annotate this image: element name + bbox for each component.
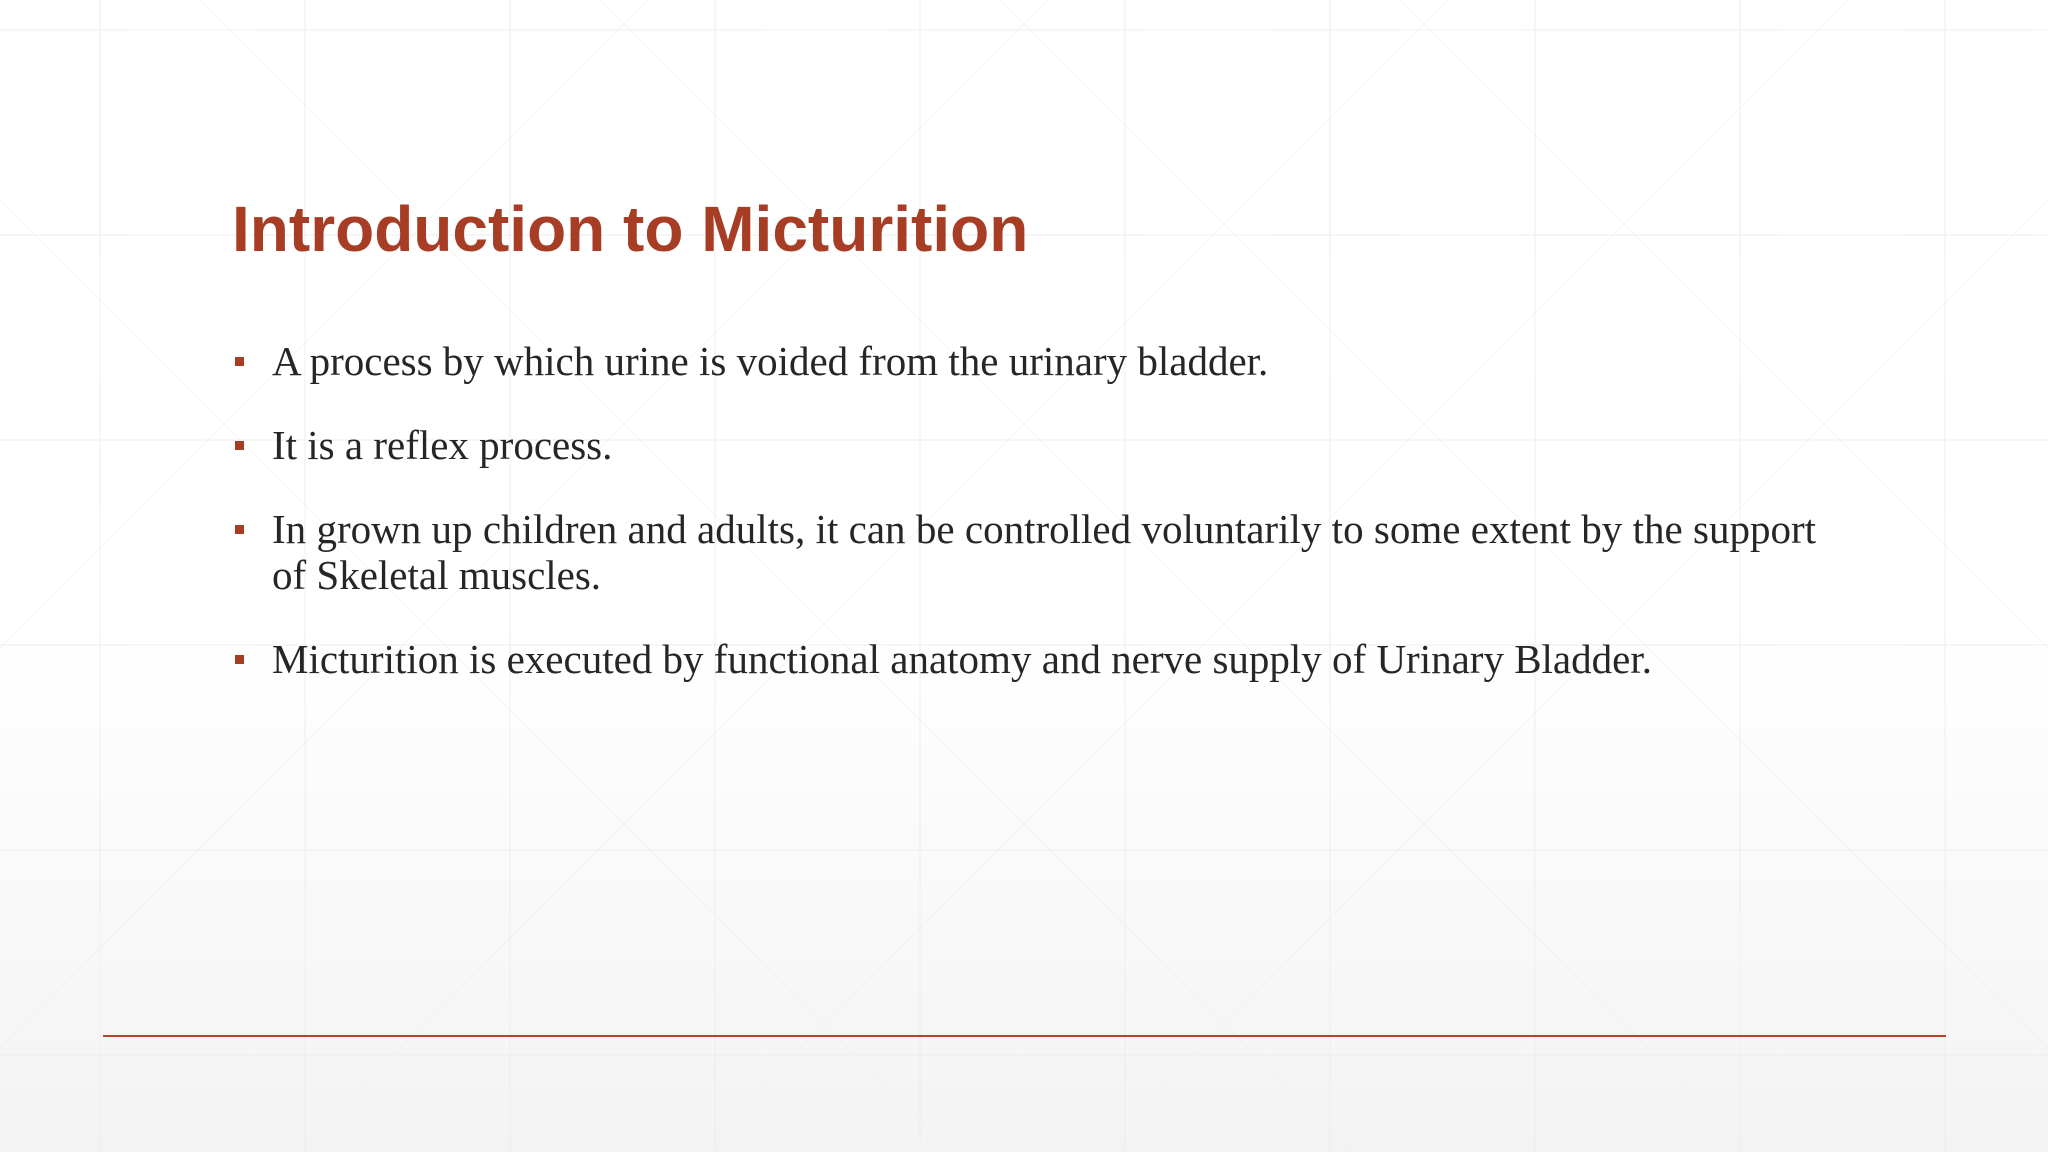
bullet-text: A process by which urine is voided from the urinary bladder. [272,338,1269,384]
slide-title: Introduction to Micturition [232,193,1029,265]
bullet-text: Micturition is executed by functional anatomy and nerve supply of Urinary Bladder. [272,636,1652,682]
bullet-text: It is a reflex process. [272,422,613,468]
bullet-list [232,338,1816,720]
square-bullet-icon [235,357,244,366]
footer-divider [103,1035,1946,1037]
square-bullet-icon [235,525,244,534]
list-item [232,422,1816,468]
list-item [232,636,1816,682]
square-bullet-icon [235,441,244,450]
square-bullet-icon [235,655,244,664]
list-item [232,338,1816,384]
bullet-text: In grown up children and adults, it can be controlled voluntarily to some extent by the support of Skeletal muscles. [272,506,1816,598]
list-item [232,506,1816,598]
